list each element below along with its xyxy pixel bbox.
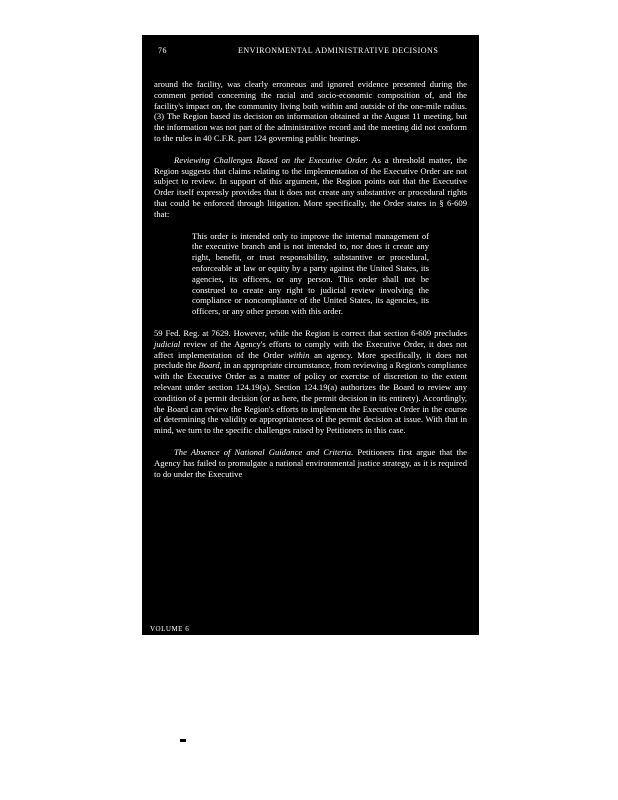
emphasis-board: Board, xyxy=(198,360,222,371)
page-header xyxy=(150,41,471,59)
paragraph-3-text-g: in an appropriate circumstance, from reviewing a Region's compliance with the Executive Order as a matter of policy or exercise of discretion to the extent relevant under section 124.19(a). Section 124.19(a) authorizes the Board to review any condition of a permit decision (or as here, the permit decision in its entirety). Accordingly, the Board can review the Region's efforts to implement the Executive Order in the course of determining the validity or appropriateness of the permit decision at issue. With that in mind, we turn to the specific challenges raised by Petitioners in this case. xyxy=(154,360,467,436)
scan-speck xyxy=(180,739,186,742)
emphasis-judicial: judicial xyxy=(154,338,181,349)
paragraph-3-text-a: 59 Fed. Reg. at 7629. However, while the Region is correct that section 6-609 precludes xyxy=(154,327,467,338)
emphasis-within: within xyxy=(288,349,310,360)
paragraph-2-text: As a threshold matter, the Region suggests that claims relating to the implementation of the Executive Order are not subject to review. In support of this argument, the Region points out that the Executive Order itself expressly provides that it does not create any substantive or procedural rights that could be enforced through litigation. More specifically, the Order states in § 6-609 that: xyxy=(154,154,467,219)
paragraph-4-text: Petitioners first argue that the Agency has failed to promulgate a national environmental justice strategy, as it is required to do under the Executive xyxy=(154,446,467,479)
page-body xyxy=(150,59,471,479)
paragraph-2 xyxy=(154,155,467,220)
block-quote: This order is intended only to improve the internal management of the executive branch and is not intended to, nor does it create any right, benefit, or trust responsibility, substantive or procedural, enforceable at law or equity by a party against the United States, its agencies, its officers, or any person. This order shall not be construed to create any right to judicial review involving the compliance or noncompliance of the United States, its agencies, its officers, or any other person with this order. xyxy=(192,230,429,317)
page-number: 76 xyxy=(158,45,167,55)
paragraph-3-text-e: an agency. More specifically, it does not preclude the xyxy=(154,349,467,371)
volume-footer: VOLUME 6 xyxy=(150,625,190,633)
section-heading-national-guidance: The Absence of National Guidance and Criteria. xyxy=(174,446,354,457)
section-heading-executive-order: Reviewing Challenges Based on the Executive Order. xyxy=(174,154,368,165)
paragraph-3 xyxy=(154,328,467,436)
scanned-page xyxy=(142,35,479,635)
running-head: ENVIRONMENTAL ADMINISTRATIVE DECISIONS xyxy=(238,45,439,55)
paragraph-1: around the facility, was clearly erroneous and ignored evidence presented during the comment period concerning the racial and socio-economic composition of, and the facility's impact on, the community living both within and outside of the one-mile radius. (3) The Region based its decision on information obtained at the August 11 meeting, but the information was not part of the administrative record and the meeting did not conform to the rules in 40 C.F.R. part 124 governing public hearings. xyxy=(154,79,467,143)
paragraph-3-text-c: review of the Agency's efforts to comply with the Executive Order, it does not affect implementation of the Order xyxy=(154,338,467,360)
paragraph-4 xyxy=(154,447,467,479)
